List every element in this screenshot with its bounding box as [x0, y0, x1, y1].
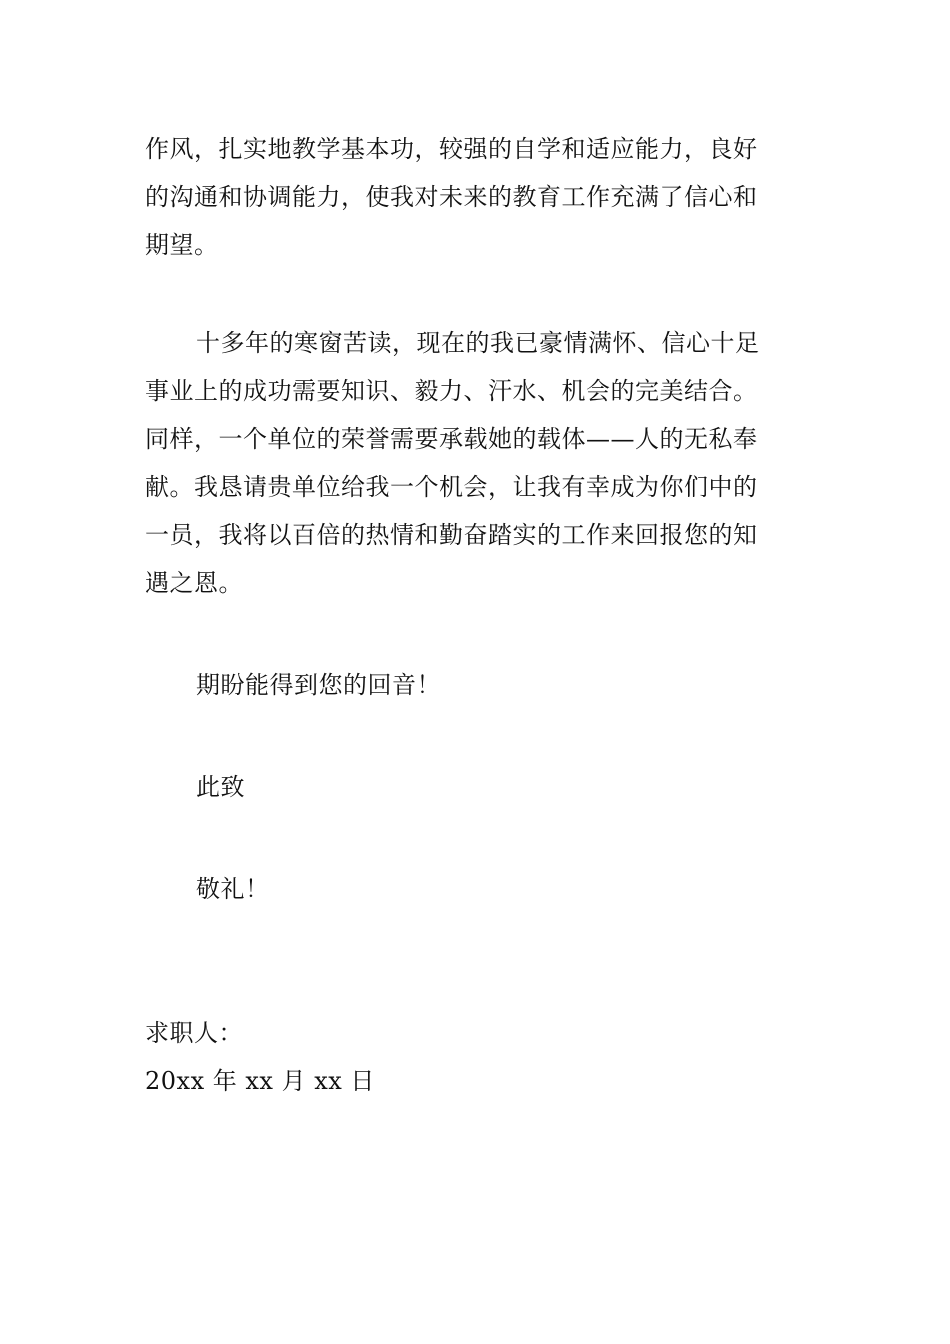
paragraph-1-line-1: 作风，扎实地教学基本功，较强的自学和适应能力，良好 [145, 135, 758, 163]
signature-applicant: 求职人： [145, 1019, 243, 1047]
closing-hope: 期盼能得到您的回音！ [196, 671, 441, 699]
paragraph-spacer [145, 811, 810, 865]
paragraph-spacer [145, 607, 810, 661]
paragraph-2 [145, 319, 810, 607]
paragraph-spacer [145, 269, 810, 319]
paragraph-2-line-5: 一员，我将以百倍的热情和勤奋踏实的工作来回报您的知 [145, 521, 758, 549]
closing-salutation-1: 此致 [196, 773, 245, 801]
paragraph-2-line-1: 十多年的寒窗苦读，现在的我已豪情满怀、信心十足 [196, 329, 760, 357]
paragraph-spacer [145, 709, 810, 763]
paragraph-2-line-6: 遇之恩。 [145, 569, 243, 597]
paragraph-1-line-2: 的沟通和协调能力，使我对未来的教育工作充满了信心和 [145, 183, 758, 211]
paragraph-spacer [145, 913, 810, 1009]
paragraph-1 [145, 125, 810, 269]
paragraph-2-line-2: 事业上的成功需要知识、毅力、汗水、机会的完美结合。 [145, 377, 758, 405]
paragraph-1-line-3: 期望。 [145, 231, 219, 259]
letter-page [145, 125, 810, 1105]
signature-date: 20xx 年 xx 月 xx 日 [145, 1067, 375, 1095]
closing-salutation-2: 敬礼！ [196, 875, 270, 903]
paragraph-2-line-4: 献。我恳请贵单位给我一个机会，让我有幸成为你们中的 [145, 473, 758, 501]
paragraph-2-line-3: 同样，一个单位的荣誉需要承载她的载体——人的无私奉 [145, 425, 758, 453]
